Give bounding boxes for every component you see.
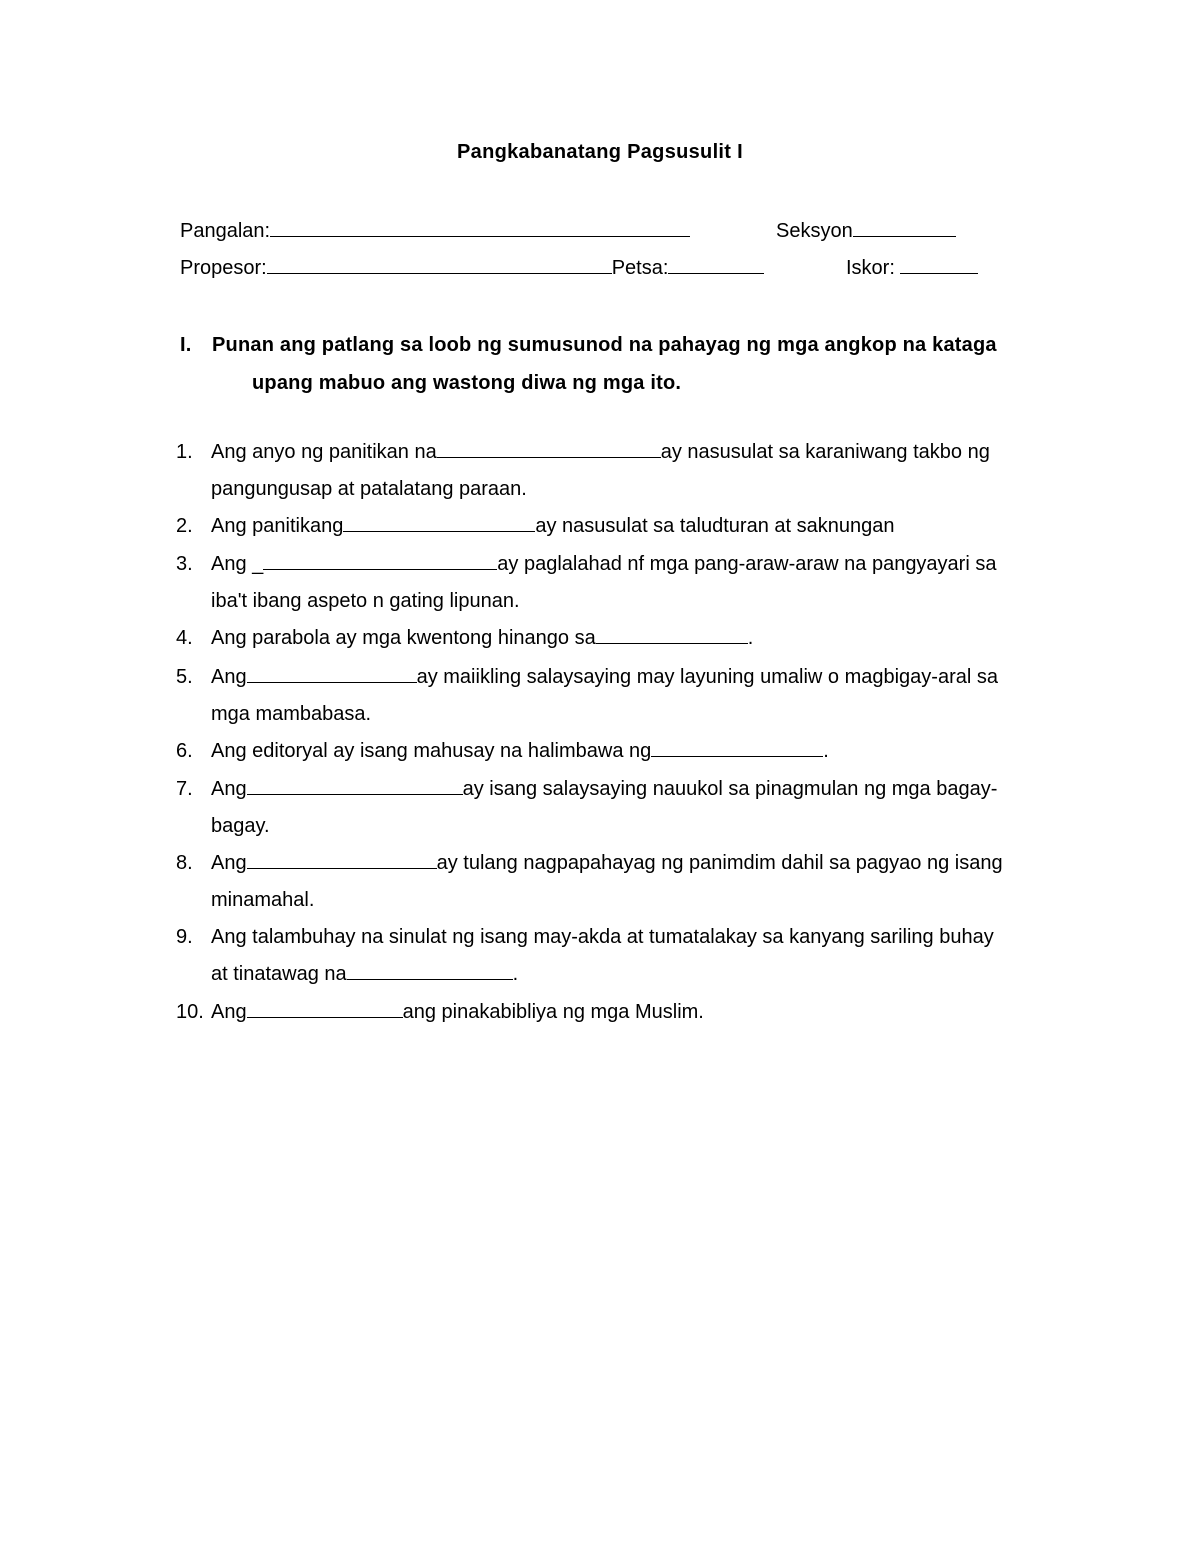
question-text-continued: mga mambabasa. (211, 703, 372, 725)
question-text: Ang _ (211, 553, 264, 575)
seksyon-blank[interactable] (853, 216, 956, 237)
answer-blank[interactable] (247, 997, 403, 1018)
answer-blank[interactable] (247, 774, 463, 795)
propesor-label: Propesor: (180, 257, 267, 279)
question-text: ang pinakabibliya ng mga Muslim. (402, 1001, 704, 1023)
question-text: . (747, 627, 754, 649)
answer-blank[interactable] (596, 623, 748, 644)
petsa-label: Petsa: (611, 257, 669, 279)
section-number: I. (180, 334, 192, 356)
iskor-blank[interactable] (900, 253, 978, 274)
question-text: Ang editoryal ay isang mahusay na halimbawa ng (211, 740, 652, 762)
pangalan-label: Pangalan: (180, 220, 271, 242)
question-text: Ang (211, 1001, 247, 1023)
question-text: Ang talambuhay na sinulat ng isang may-akda at tumatalakay sa kanyang sariling buhay (211, 926, 994, 948)
question-number: 2. (176, 515, 193, 537)
pangalan-field (180, 216, 690, 243)
page-title: Pangkabanatang Pagsusulit I (457, 141, 743, 163)
question-number: 10. (176, 1001, 204, 1023)
section-instruction-line-1: Punan ang patlang sa loob ng sumusunod na pahayag ng mga angkop na kataga (212, 334, 997, 356)
petsa-blank[interactable] (668, 253, 764, 274)
answer-blank[interactable] (437, 437, 661, 458)
question-number: 8. (176, 852, 193, 874)
question-text: ay isang salaysaying nauukol sa pinagmulan ng mga bagay- (462, 778, 998, 800)
question-text: ay nasusulat sa karaniwang takbo ng (660, 441, 990, 463)
seksyon-label: Seksyon (776, 220, 853, 242)
seksyon-field (776, 216, 956, 243)
question-number: 3. (176, 553, 193, 575)
answer-blank[interactable] (263, 549, 497, 570)
question-text: ay maiikling salaysaying may layuning umaliw o magbigay-aral sa (416, 666, 998, 688)
question-text-continued: bagay. (211, 815, 270, 837)
question-text: ay paglalahad nf mga pang-araw-araw na pangyayari sa (497, 553, 997, 575)
question-number: 9. (176, 926, 193, 948)
question-number: 4. (176, 627, 193, 649)
answer-blank[interactable] (247, 662, 417, 683)
question-number: 1. (176, 441, 193, 463)
question-text-continued: minamahal. (211, 889, 315, 911)
pangalan-blank[interactable] (270, 216, 690, 237)
question-text: Ang panitikang (211, 515, 344, 537)
iskor-field (846, 253, 978, 280)
answer-blank[interactable] (651, 736, 823, 757)
question-text: Ang anyo ng panitikan na (211, 441, 437, 463)
question-text: ay tulang nagpapahayag ng panimdim dahil sa pagyao ng isang (436, 852, 1003, 874)
question-text: Ang (211, 778, 247, 800)
question-text: Ang (211, 666, 247, 688)
propesor-field (180, 253, 764, 280)
answer-blank[interactable] (347, 959, 513, 980)
question-number: 6. (176, 740, 193, 762)
question-text: Ang parabola ay mga kwentong hinango sa (211, 627, 596, 649)
question-text: ay nasusulat sa taludturan at saknungan (535, 515, 895, 537)
question-text-continued: at tinatawag na (211, 963, 347, 985)
question-text: . (512, 963, 519, 985)
question-text-continued: iba't ibang aspeto n gating lipunan. (211, 590, 520, 612)
propesor-blank[interactable] (267, 253, 612, 274)
question-text: . (823, 740, 829, 762)
question-text-continued: pangungusap at patalatang paraan. (211, 478, 527, 500)
answer-blank[interactable] (343, 511, 535, 532)
answer-blank[interactable] (247, 848, 437, 869)
question-number: 7. (176, 778, 193, 800)
question-text: Ang (211, 852, 247, 874)
iskor-label: Iskor: (846, 257, 895, 279)
question-number: 5. (176, 666, 193, 688)
section-instruction-line-2: upang mabuo ang wastong diwa ng mga ito. (252, 372, 682, 394)
